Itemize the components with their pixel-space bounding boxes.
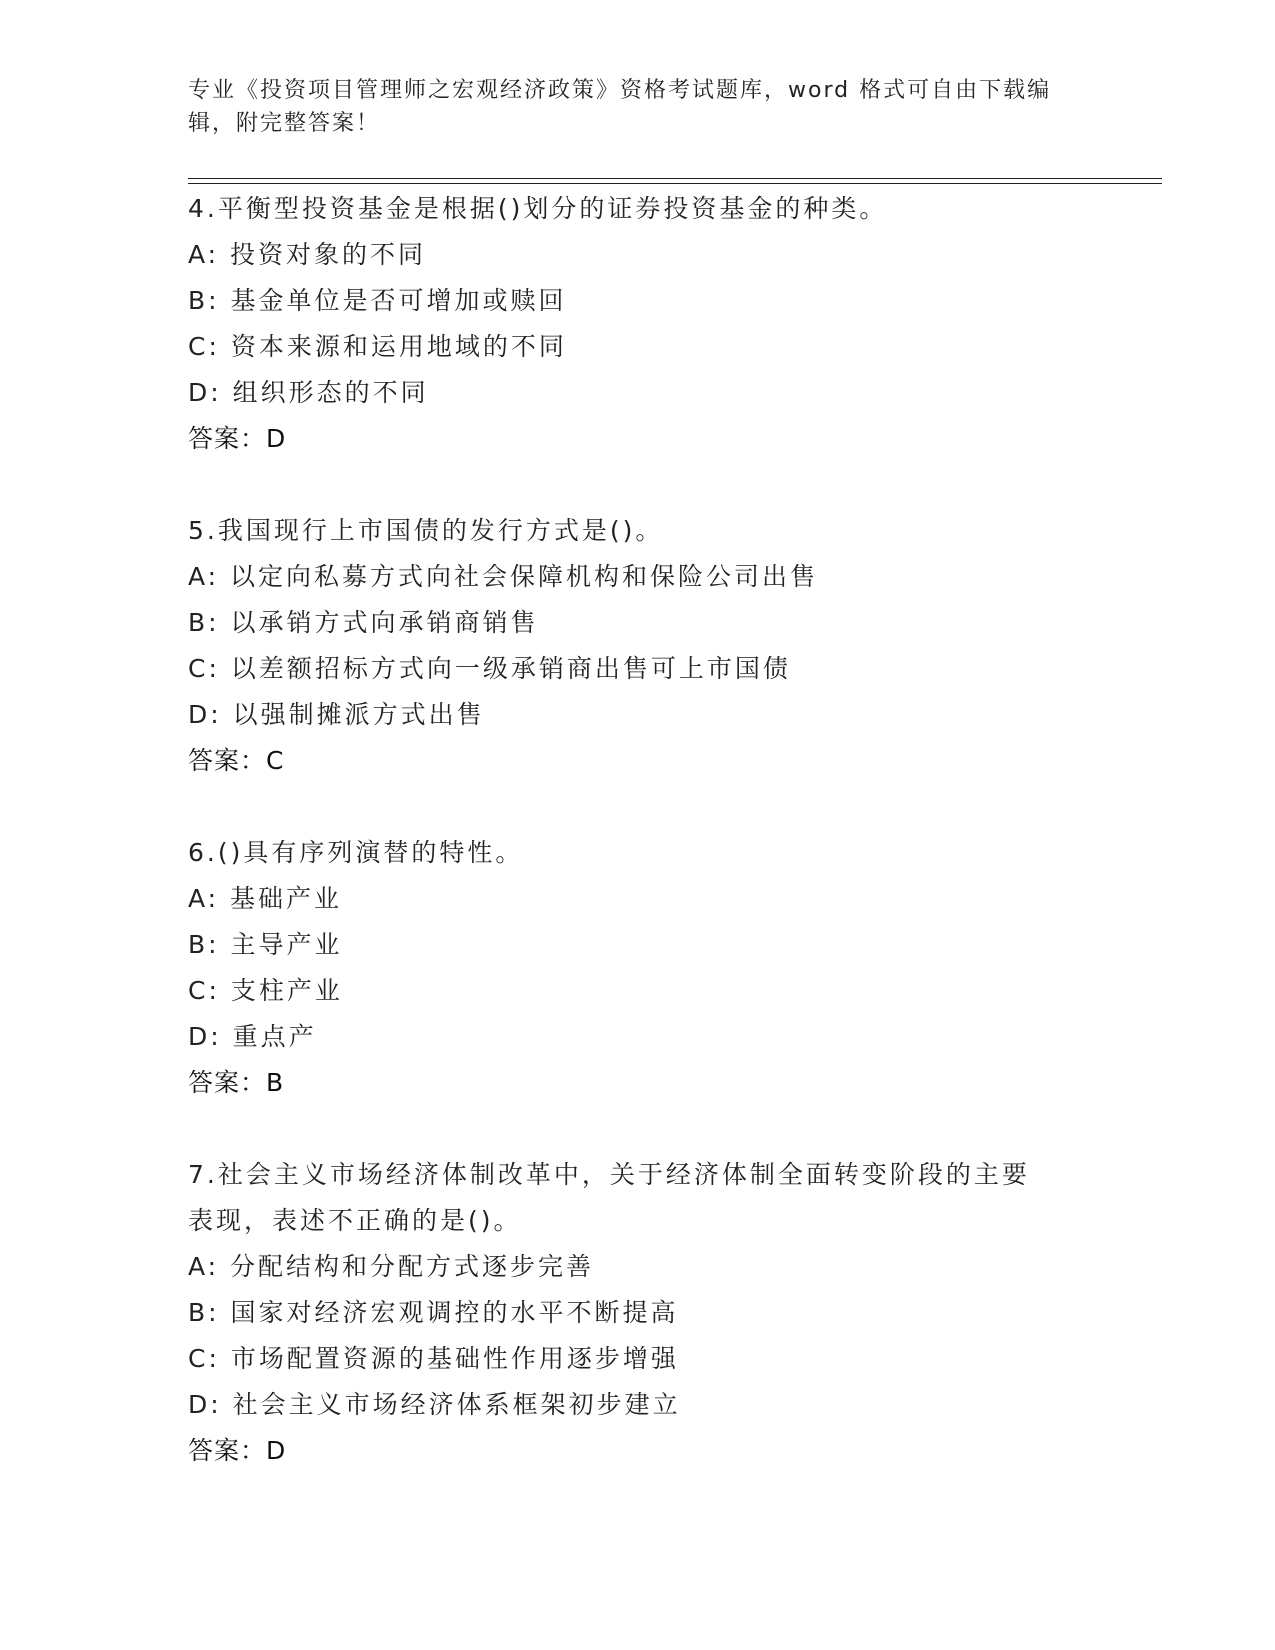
header-line-1: 专业《投资项目管理师之宏观经济政策》资格考试题库，word 格式可自由下载编 (188, 78, 1052, 103)
option-c: C: 支柱产业 (188, 976, 343, 1005)
answer-label: 答案：D (188, 1436, 287, 1465)
answer-label: 答案：C (188, 746, 285, 775)
option-c: C: 市场配置资源的基础性作用逐步增强 (188, 1344, 679, 1373)
option-b: B: 基金单位是否可增加或赎回 (188, 286, 567, 315)
option-b: B: 以承销方式向承销商销售 (188, 608, 539, 637)
question-4 (188, 186, 1088, 462)
option-c: C: 以差额招标方式向一级承销商出售可上市国债 (188, 654, 791, 683)
option-a: A: 分配结构和分配方式逐步完善 (188, 1252, 595, 1281)
header-line-2: 辑，附完整答案！ (188, 111, 381, 136)
option-a: A: 投资对象的不同 (188, 240, 427, 269)
document-header (188, 74, 1088, 140)
question-5 (188, 508, 1088, 784)
answer-label: 答案：D (188, 424, 287, 453)
option-d: D: 以强制摊派方式出售 (188, 700, 485, 729)
header-divider-bottom (188, 183, 1162, 184)
question-text: 6.()具有序列演替的特性。 (188, 838, 524, 867)
option-d: D: 重点产 (188, 1022, 317, 1051)
option-a: A: 以定向私募方式向社会保障机构和保险公司出售 (188, 562, 819, 591)
question-text: 5.我国现行上市国债的发行方式是()。 (188, 516, 664, 545)
question-6 (188, 830, 1088, 1106)
question-text-line-2: 表现，表述不正确的是()。 (188, 1206, 522, 1235)
header-divider-top (188, 178, 1162, 179)
option-b: B: 主导产业 (188, 930, 343, 959)
question-7 (188, 1152, 1088, 1474)
question-text: 4.平衡型投资基金是根据()划分的证券投资基金的种类。 (188, 194, 888, 223)
option-a: A: 基础产业 (188, 884, 343, 913)
question-text-line-1: 7.社会主义市场经济体制改革中，关于经济体制全面转变阶段的主要 (188, 1160, 1030, 1189)
option-d: D: 社会主义市场经济体系框架初步建立 (188, 1390, 681, 1419)
answer-label: 答案：B (188, 1068, 285, 1097)
option-b: B: 国家对经济宏观调控的水平不断提高 (188, 1298, 679, 1327)
option-d: D: 组织形态的不同 (188, 378, 429, 407)
option-c: C: 资本来源和运用地域的不同 (188, 332, 567, 361)
